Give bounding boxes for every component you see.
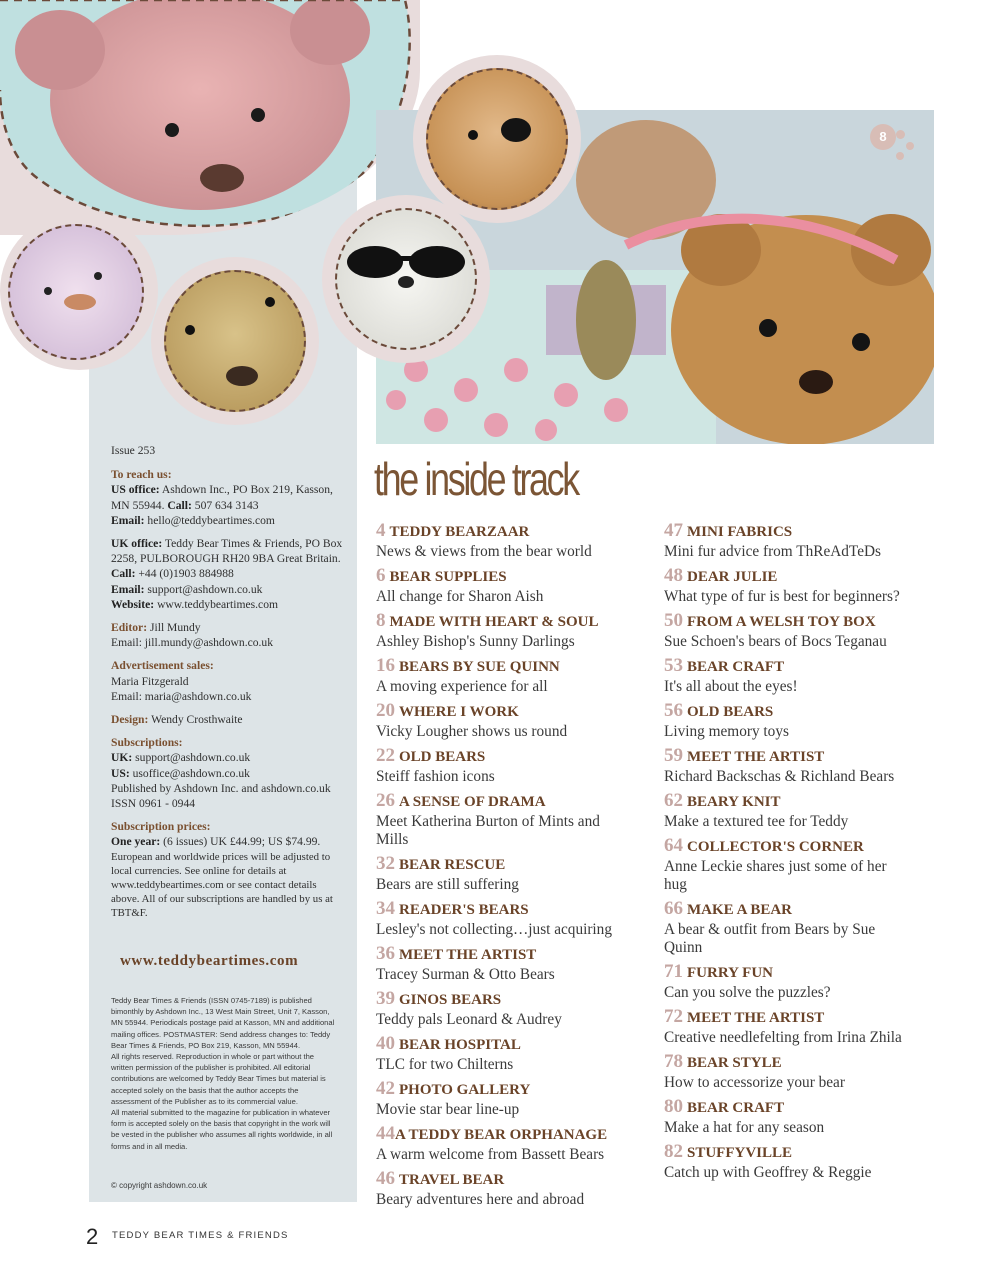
entry-desc: Beary adventures here and abroad (376, 1191, 585, 1208)
uk-office-address: Teddy Bear Times & Friends, PO Box 2258, PULBOROUGH RH20 9BA Great Britain. (111, 537, 343, 566)
subs-uk-email[interactable]: support@ashdown.co.uk (135, 751, 251, 765)
entry-page: 4 (376, 520, 386, 541)
small-print-paragraph: All material submitted to the magazine for publication in whatever form is accepted solely on the basis that copyright in the work will be vested in the publisher who assumes all rights worldwide, in all forms and in all media. (111, 1108, 333, 1151)
entry-page: 62 (664, 790, 683, 811)
contents-entry[interactable] (376, 1033, 676, 1078)
small-print-paragraph: Teddy Bear Times & Friends (ISSN 0745-7189) is published bimonthly by Ashdown Inc., 13 West Main Street, Unit 7, Kasson, MN 55944. Periodicals postage paid at Kasson, MN and additional mailing offices. POSTMASTER: Send address changes to: Teddy Bear Times & Friends, PO Box 219, Kasson, MN 55944. (111, 996, 335, 1050)
entry-title: COLLECTOR'S CORNER (687, 839, 864, 855)
subscriptions-label: Subscriptions: (111, 736, 183, 750)
entry-title: MEET THE ARTIST (687, 749, 825, 765)
contents-entry[interactable] (664, 520, 964, 565)
mohair-bear-photo (164, 270, 306, 412)
entry-title: BEAR CRAFT (687, 659, 785, 675)
entry-page: 64 (664, 835, 683, 856)
entry-page: 53 (664, 655, 683, 676)
entry-desc: Teddy pals Leonard & Audrey (376, 1011, 562, 1028)
contents-entry[interactable] (376, 700, 676, 745)
entry-title: BEAR CRAFT (687, 1100, 785, 1116)
small-print-paragraph: All rights reserved. Reproduction in whole or part without the written permission of the publisher is prohibited. All editorial contributions are welcomed by Teddy Bear Times but material is accepted solely on the basis that the author accepts the assessment of the Publisher as to its commercial value. (111, 1052, 326, 1106)
entry-title: TRAVEL BEAR (399, 1172, 505, 1188)
editor-label: Editor: (111, 621, 148, 635)
subs-published: Published by Ashdown Inc. and ashdown.co.uk ISSN 0961 - 0944 (111, 781, 331, 811)
contents-entry[interactable] (376, 1123, 676, 1168)
entry-page: 72 (664, 1006, 683, 1027)
entry-desc: Living memory toys (664, 723, 789, 740)
golden-bear-photo (426, 68, 568, 210)
entry-page: 39 (376, 988, 395, 1009)
entry-title: TEDDY BEARZAAR (389, 524, 530, 540)
entry-desc: Steiff fashion icons (376, 768, 495, 785)
entry-page: 6 (376, 565, 386, 586)
ads-email[interactable]: Email: maria@ashdown.co.uk (111, 689, 252, 703)
entry-desc: A moving experience for all (376, 678, 548, 695)
contents-entry[interactable] (664, 1006, 964, 1051)
contents-entry[interactable] (376, 745, 676, 790)
entry-page: 71 (664, 961, 683, 982)
entry-page: 16 (376, 655, 395, 676)
copyright-notice: © copyright ashdown.co.uk (111, 1181, 208, 1190)
small-print (111, 995, 337, 1152)
pink-bear-photo (0, 0, 420, 235)
entry-desc: All change for Sharon Aish (376, 588, 544, 605)
subs-us-label: US: (111, 766, 130, 780)
entry-page: 36 (376, 943, 395, 964)
contents-entry[interactable] (664, 835, 964, 898)
entry-page: 8 (376, 610, 386, 631)
entry-title: STUFFYVILLE (687, 1145, 793, 1161)
editor-email[interactable]: Email: jill.mundy@ashdown.co.uk (111, 636, 274, 650)
entry-desc: Movie star bear line-up (376, 1101, 520, 1118)
entry-desc: Make a textured tee for Teddy (664, 813, 849, 830)
one-year-label: One year: (111, 835, 161, 849)
entry-desc: Make a hat for any season (664, 1119, 825, 1136)
entry-title: WHERE I WORK (399, 704, 519, 720)
contents-entry[interactable] (664, 961, 964, 1006)
us-office-address: Ashdown Inc., PO Box 219, Kasson, MN 55944. (111, 483, 333, 512)
contents-entry[interactable] (664, 1096, 964, 1141)
contents-entry[interactable] (376, 1078, 676, 1123)
contents-entry[interactable] (664, 790, 964, 835)
entry-title: BEAR STYLE (687, 1055, 782, 1071)
ads-name: Maria Fitzgerald (111, 674, 189, 688)
entry-desc: How to accessorize your bear (664, 1074, 845, 1091)
us-email[interactable]: hello@teddybeartimes.com (147, 513, 275, 527)
entry-desc: Ashley Bishop's Sunny Darlings (376, 633, 575, 650)
entry-page: 50 (664, 610, 683, 631)
entry-desc: A bear & outfit from Bears by Sue Quinn (664, 921, 876, 956)
contents-entry[interactable] (664, 700, 964, 745)
page-badge: 8 (870, 124, 896, 150)
entry-page: 42 (376, 1078, 395, 1099)
entry-desc: Meet Katherina Burton of Mints and Mills (376, 813, 600, 848)
contents-entry[interactable] (664, 1141, 964, 1186)
contents-entry[interactable] (376, 565, 676, 610)
contents-title: the inside track (374, 453, 578, 505)
website-url[interactable]: www.teddybeartimes.com (120, 953, 299, 969)
contents-entry[interactable] (376, 898, 676, 943)
entry-title: BEARS BY SUE QUINN (399, 659, 560, 675)
entry-desc: Anne Leckie shares just some of her hug (664, 858, 887, 893)
prices-note: European and worldwide prices will be adjusted to local currencies. See online for details at www.teddybeartimes.com or see contact details above. All of our subscriptions are handled by us at TBT&F. (111, 850, 333, 919)
entry-desc: News & views from the bear world (376, 543, 592, 560)
entry-title: FROM A WELSH TOY BOX (687, 614, 876, 630)
us-call-label: Call: (167, 498, 192, 512)
entry-page: 47 (664, 520, 683, 541)
contents-entry[interactable] (376, 988, 676, 1033)
subs-uk-label: UK: (111, 751, 133, 765)
entry-title: FURRY FUN (687, 965, 773, 981)
entry-page: 82 (664, 1141, 683, 1162)
entry-desc: Catch up with Geoffrey & Reggie (664, 1164, 872, 1181)
website-link[interactable]: www.teddybeartimes.com (157, 597, 279, 611)
entry-title: PHOTO GALLERY (399, 1082, 531, 1098)
subs-us-email[interactable]: usoffice@ashdown.co.uk (132, 766, 250, 780)
contents-entry[interactable] (664, 610, 964, 655)
entry-title: A SENSE OF DRAMA (399, 794, 546, 810)
uk-phone: +44 (0)1903 884988 (138, 567, 234, 581)
us-phone: 507 634 3143 (194, 498, 259, 512)
entry-title: A TEDDY BEAR ORPHANAGE (395, 1127, 608, 1143)
sunglasses-bear-photo (335, 208, 477, 350)
contents-entry[interactable] (376, 943, 676, 988)
design-name: Wendy Crosthwaite (151, 713, 243, 727)
entry-title: MAKE A BEAR (687, 902, 793, 918)
sidebar-info (111, 443, 343, 928)
uk-office-label: UK office: (111, 537, 163, 551)
entry-title: GINOS BEARS (399, 992, 502, 1008)
contents-entry[interactable] (664, 565, 964, 610)
entry-title: BEAR SUPPLIES (389, 569, 507, 585)
entry-page: 34 (376, 898, 395, 919)
entry-page: 46 (376, 1168, 395, 1189)
entry-desc: What type of fur is best for beginners? (664, 588, 900, 605)
contents-right-column (664, 520, 964, 1186)
entry-title: BEAR HOSPITAL (399, 1037, 521, 1053)
entry-title: BEARY KNIT (687, 794, 781, 810)
entry-title: BEAR RESCUE (399, 857, 506, 873)
entry-page: 32 (376, 853, 395, 874)
entry-desc: Vicky Lougher shows us round (376, 723, 568, 740)
uk-call-label: Call: (111, 567, 136, 581)
entry-title: MEET THE ARTIST (399, 947, 537, 963)
entry-desc: Lesley's not collecting…just acquiring (376, 921, 612, 938)
entry-title: MINI FABRICS (687, 524, 793, 540)
us-email-label: Email: (111, 513, 145, 527)
one-year-price: (6 issues) UK £44.99; US $74.99. (163, 835, 321, 849)
contents-entry[interactable] (664, 745, 964, 790)
editor-name: Jill Mundy (149, 621, 201, 635)
entry-page: 22 (376, 745, 395, 766)
entry-page: 78 (664, 1051, 683, 1072)
contents-entry[interactable] (376, 1168, 676, 1213)
entry-desc: Mini fur advice from ThReAdTeDs (664, 543, 882, 560)
entry-page: 20 (376, 700, 395, 721)
entry-desc: Richard Backschas & Richland Bears (664, 768, 895, 785)
entry-desc: Tracey Surman & Otto Bears (376, 966, 555, 983)
entry-page: 26 (376, 790, 395, 811)
ads-label: Advertisement sales: (111, 659, 214, 673)
entry-desc: Sue Schoen's bears of Bocs Teganau (664, 633, 887, 650)
entry-desc: TLC for two Chilterns (376, 1056, 514, 1073)
contents-entry[interactable] (376, 790, 676, 853)
contents-entry[interactable] (376, 520, 676, 565)
entry-title: OLD BEARS (687, 704, 774, 720)
entry-desc: Bears are still suffering (376, 876, 519, 893)
contents-entry[interactable] (376, 853, 676, 898)
entry-page: 40 (376, 1033, 395, 1054)
entry-title: DEAR JULIE (687, 569, 778, 585)
reach-us-label: To reach us: (111, 468, 172, 482)
contents-entry[interactable] (376, 610, 676, 655)
website-label: Website: (111, 597, 155, 611)
entry-desc: Can you solve the puzzles? (664, 984, 831, 1001)
uk-email[interactable]: support@ashdown.co.uk (147, 582, 263, 596)
entry-title: MEET THE ARTIST (687, 1010, 825, 1026)
issue-number: Issue 253 (111, 444, 156, 457)
entry-page: 48 (664, 565, 683, 586)
entry-title: READER'S BEARS (399, 902, 529, 918)
entry-page: 56 (664, 700, 683, 721)
uk-email-label: Email: (111, 582, 145, 596)
entry-page: 44 (376, 1123, 395, 1144)
entry-desc: Creative needlefelting from Irina Zhila (664, 1029, 902, 1046)
contents-entry[interactable] (664, 898, 964, 961)
entry-page: 66 (664, 898, 683, 919)
lavender-bear-photo (8, 224, 144, 360)
entry-title: OLD BEARS (399, 749, 486, 765)
entry-title: MADE WITH HEART & SOUL (389, 614, 599, 630)
contents-entry[interactable] (664, 1051, 964, 1096)
entry-desc: It's all about the eyes! (664, 678, 798, 695)
prices-label: Subscription prices: (111, 820, 211, 834)
contents-entry[interactable] (376, 655, 676, 700)
us-office-label: US office: (111, 483, 160, 497)
entry-page: 59 (664, 745, 683, 766)
entry-page: 80 (664, 1096, 683, 1117)
page-number: 2 (86, 1224, 99, 1249)
contents-left-column (376, 520, 676, 1213)
design-label: Design: (111, 713, 149, 727)
entry-desc: A warm welcome from Bassett Bears (376, 1146, 605, 1163)
contents-entry[interactable] (664, 655, 964, 700)
magazine-name: TEDDY BEAR TIMES & FRIENDS (112, 1230, 289, 1241)
